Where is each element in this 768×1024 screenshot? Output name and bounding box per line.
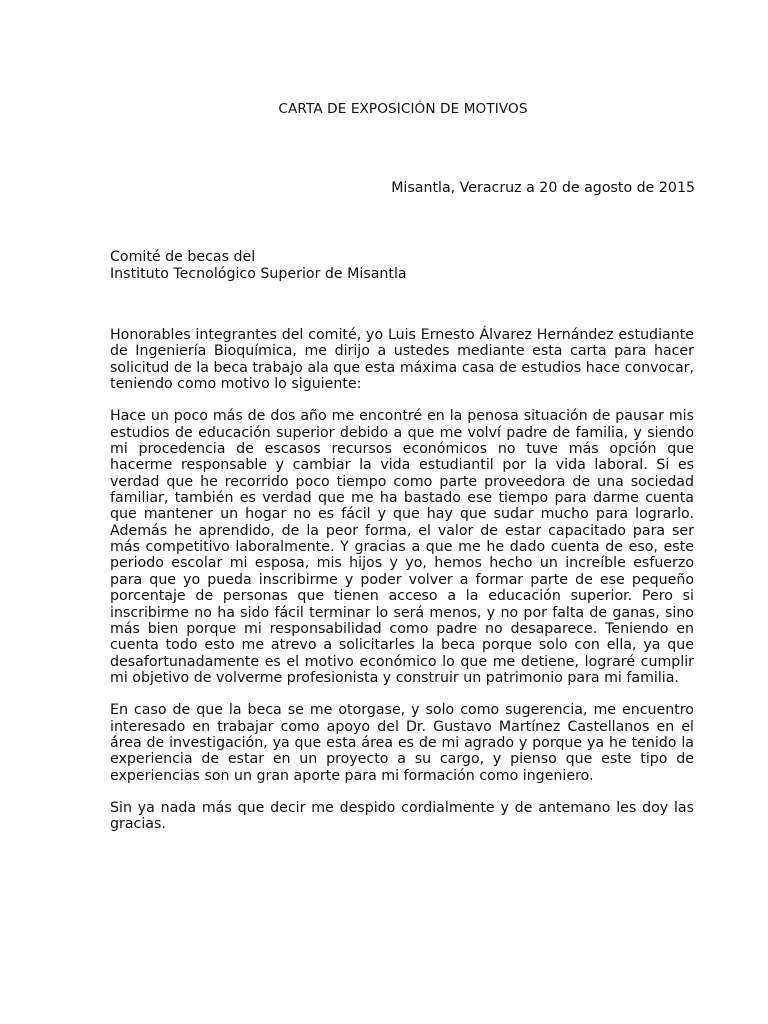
motive-paragraph: Hace un poco más de dos año me encontré en la penosa situación de pausar mis estudios de educación superior debido a que me volví padre de familia, y siendo mi procedencia de escasos recursos económicos no tuve más opción que hacerme responsable y cambiar la vida estudiantil por la vida laboral. Si es verdad que he recorrido poco tiempo como parte proveedora de una sociedad familiar, también es verdad que me ha bastado ese tiempo para darme cuenta que mantener un hogar no es fácil y que hay que sudar mucho para lograrlo. Además he aprendido, de la peor forma, el valor de estar capacitado para ser más competitivo laboralmente. Y gracias a que me he dado cuenta de eso, este periodo escolar mi esposa, mis hijos y yo, hemos hecho un increíble esfuerzo para que yo pueda inscribirme y poder volver a formar parte de ese pequeño porcentaje de personas que tienen acceso a la educación superior. Pero si inscribirme no ha sido fácil terminar lo será menos, y no por falta de ganas, sino más bien porque mi responsabilidad como padre no desaparece. Teniendo en cuenta todo esto me atrevo a solicitarles la beca porque solo con ella, ya que desafortunadamente es el motivo económico lo que me detiene, lograré cumplir mi objetivo de volverme profesionista y construir un patrimonio para mi familia. [110,408,694,686]
greeting-paragraph: Honorables integrantes del comité, yo Luis Ernesto Álvarez Hernández estudiante de Ingeniería Bioquímica, me dirijo a ustedes mediante esta carta para hacer solicitud de la beca trabajo ala que esta máxima casa de estudios hace convocar, teniendo como motivo lo siguiente: [110,327,694,393]
place-date: Misantla, Veracruz a 20 de agosto de 2015 [391,180,695,196]
closing-paragraph: Sin ya nada más que decir me despido cordialmente y de antemano les doy las gracias. [110,799,694,833]
recipient-line: Comité de becas del [110,249,256,265]
letter-title: CARTA DE EXPOSICIÓN DE MOTIVOS [278,101,528,117]
letter-body [110,327,694,849]
suggestion-paragraph: En caso de que la beca se me otorgase, y solo como sugerencia, me encuentro interesado en trabajar como apoyo del Dr. Gustavo Martínez Castellanos en el área de investigación, ya que esta área es de mi agrado y porque ya he tenido la experiencia de estar en un proyecto a su cargo, y pienso que este tipo de experiencias son un gran aporte para mi formación como ingeniero. [110,702,694,784]
recipient-line: Instituto Tecnológico Superior de Misantla [110,265,407,282]
recipient-block [110,249,700,282]
